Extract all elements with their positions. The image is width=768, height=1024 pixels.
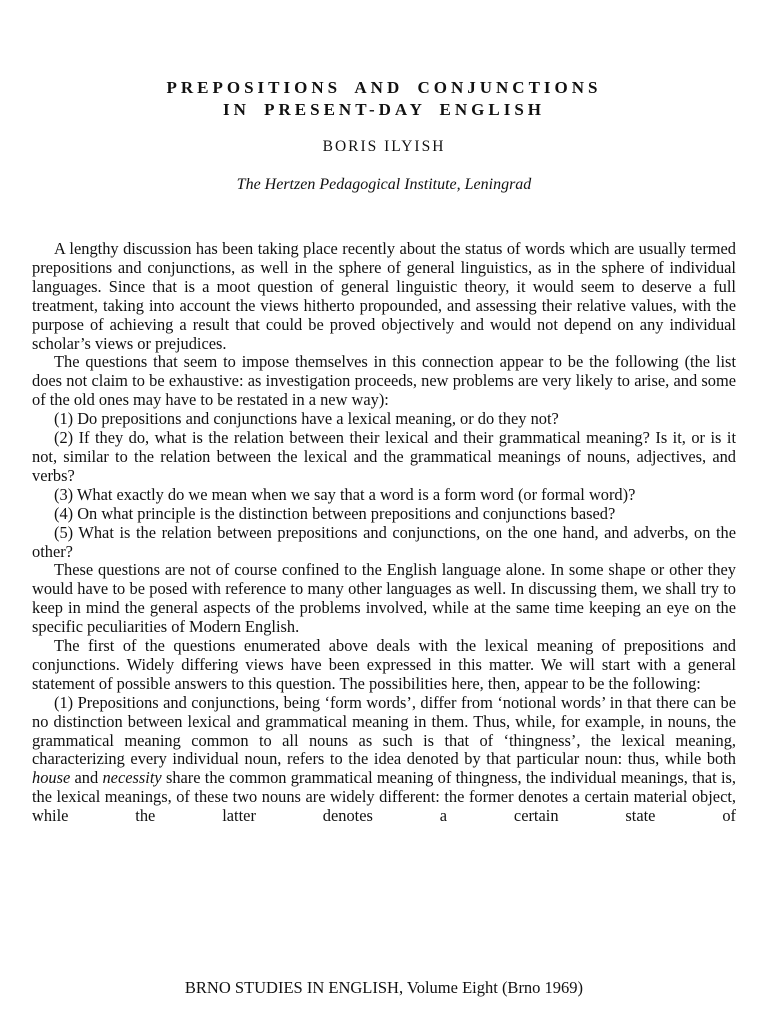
article-title-line-1: PREPOSITIONS AND CONJUNCTIONS	[166, 78, 602, 97]
term-necessity: necessity	[102, 768, 162, 788]
question-3: (3) What exactly do we mean when we say that a word is a form word (or formal word)?	[54, 484, 636, 504]
possibility-1-text-and: and	[74, 768, 99, 788]
question-2: (2) If they do, what is the relation between their lexical and their grammatical meaning? Is it, or is it not, similar to the relation between the lexical and the grammatical meanings of nouns, adjectives, and verbs?	[32, 428, 736, 485]
possibility-1-text-a: (1) Prepositions and conjunctions, being ‘form words’, differ from ‘notional words’ in that there can be no distinction between lexical and grammatical meaning in them. Thus, while, for example, in nouns, the grammatical meaning common to all nouns as such is that of ‘thingness’, the lexical meaning, characterizing every individual noun, refers to the idea denoted by that particular noun: thus, while both	[32, 692, 736, 769]
term-house: house	[32, 768, 71, 788]
article-body	[32, 240, 736, 826]
author-name: BORIS ILYISH	[322, 138, 446, 155]
paragraph-possibility-1	[32, 694, 736, 826]
article-title-line-2: IN PRESENT-DAY ENGLISH	[222, 100, 545, 119]
journal-citation: BRNO STUDIES IN ENGLISH, Volume Eight (Brno 1969)	[184, 978, 584, 997]
paragraph-scope: These questions are not of course confined to the English language alone. In some shape or other they would have to be posed with reference to many other languages as well. In discussing them, we shall try to keep in mind the general aspects of the problems involved, while at the same time keeping an eye on the specific peculiarities of Modern English.	[32, 560, 736, 637]
paragraph-lexical-meaning: The first of the questions enumerated above deals with the lexical meaning of prepositions and conjunctions. Widely differing views have been expressed in this matter. We will start with a general statement of possible answers to this question. The possibilities here, then, appear to be the following:	[32, 636, 736, 693]
paragraph-questions-lead: The questions that seem to impose themselves in this connection appear to be the following (the list does not claim to be exhaustive: as investigation proceeds, new problems are very likely to arise, and some of the old ones may have to be restated in a new way):	[32, 352, 736, 410]
question-5: (5) What is the relation between prepositions and conjunctions, on the one hand, and adverbs, on the other?	[32, 522, 736, 561]
question-4: (4) On what principle is the distinction between prepositions and conjunctions based?	[54, 503, 616, 523]
question-1: (1) Do prepositions and conjunctions have a lexical meaning, or do they not?	[54, 409, 559, 429]
paragraph-intro: A lengthy discussion has been taking place recently about the status of words which are usually termed prepositions and conjunctions, as well in the sphere of general linguistics, as in the sphere of individual languages. Since that is a moot question of general linguistic theory, it would seem to deserve a full treatment, taking into account the views hitherto propounded, and assessing their relative values, with the purpose of achieving a result that could be proved objectively and would not depend on any individual scholar’s views or prejudices.	[32, 239, 736, 353]
article-page	[32, 0, 736, 1024]
author-affiliation: The Hertzen Pedagogical Institute, Leningrad	[236, 176, 532, 193]
possibility-1-text-b: share the common grammatical meaning of thingness, the individual meanings, that is, the lexical meanings, of these two nouns are widely different: the former denotes a certain material object, while the latter denotes a certain state of	[32, 768, 736, 826]
